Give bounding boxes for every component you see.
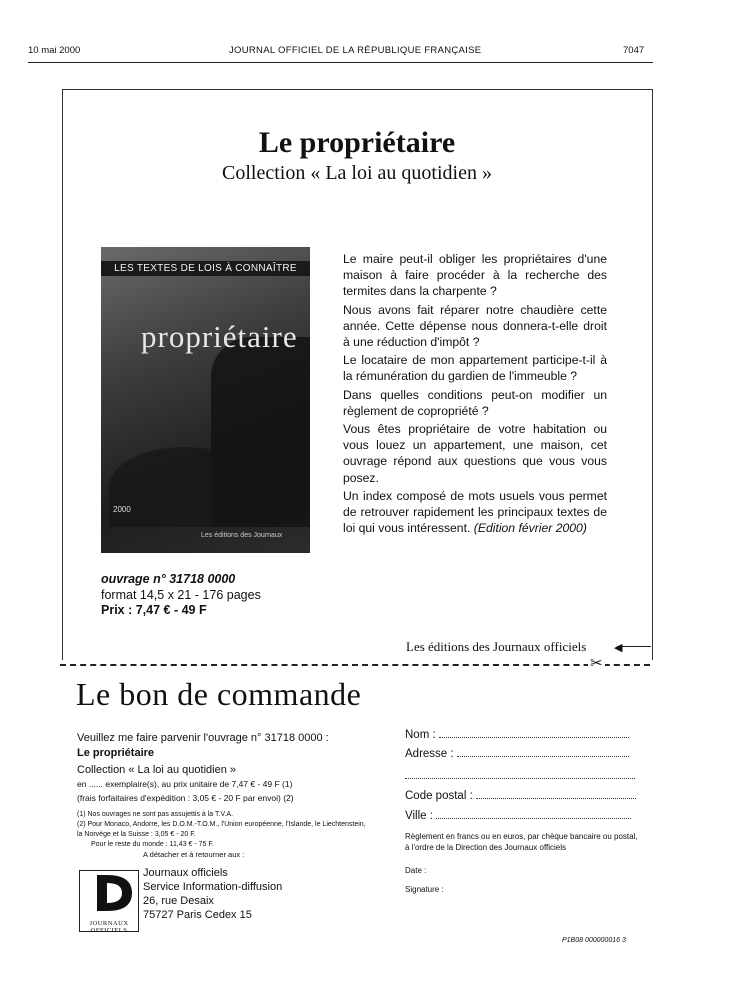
code-postal-label: Code postal : <box>405 790 473 802</box>
edition-note: (Edition février 2000) <box>473 521 587 536</box>
order-book-title: Le propriétaire <box>77 747 155 759</box>
book-cover-image <box>101 247 310 553</box>
book-collection: Collection « La loi au quotidien » <box>222 162 492 184</box>
logo-text-line-2: OFFICIELS <box>90 927 128 934</box>
order-shipping-line: (frais forfaitaires d'expédition : 3,05 € - 20 F par envoi) (2) <box>77 793 294 803</box>
logo-mark-icon <box>80 871 138 915</box>
adresse-input-line[interactable] <box>457 756 629 757</box>
ouvrage-number: ouvrage n° 31718 0000 <box>101 572 236 586</box>
payment-terms: Règlement en francs ou en euros, par chèque bancaire ou postal, à l'ordre de la Direction des Journaux officiels <box>405 832 638 852</box>
code-postal-input-line[interactable] <box>476 798 636 799</box>
description-index-text: Un index composé de mots usuels vous permet de retrouver rapidement les principaux textes de loi qui vous intéressent. <box>343 488 607 536</box>
return-address <box>143 866 282 922</box>
adresse-input-line-2[interactable] <box>405 766 635 779</box>
scissors-icon: ✂ <box>590 655 603 672</box>
book-format: format 14,5 x 21 - 176 pages <box>101 587 261 602</box>
header-rule <box>28 62 653 63</box>
detach-instruction: A détacher et à retourner aux : <box>143 850 245 859</box>
header-page-number: 7047 <box>623 45 645 56</box>
adresse-field[interactable] <box>405 748 629 760</box>
date-field[interactable]: Date : <box>405 866 427 875</box>
signature-field[interactable]: Signature : <box>405 885 444 894</box>
cover-title: propriétaire <box>141 319 298 354</box>
address-line: Journaux officiels <box>143 867 228 879</box>
book-description <box>343 251 607 538</box>
header-date: 10 mai 2000 <box>28 45 81 56</box>
address-line: 75727 Paris Cedex 15 <box>143 909 252 921</box>
book-price: Prix : 7,47 € - 49 F <box>101 603 207 617</box>
ville-label: Ville : <box>405 810 433 822</box>
order-footnote-1: (1) Nos ouvrages ne sont pas assujettis à la T.V.A. <box>77 811 234 818</box>
order-form-title: Le bon de commande <box>76 676 362 712</box>
nom-label: Nom : <box>405 729 436 741</box>
header-journal-title: JOURNAL OFFICIEL DE LA RÉPUBLIQUE FRANÇAISE <box>229 45 482 56</box>
order-footnote-2: (2) Pour Monaco, Andorre, les D.O.M.-T.O.M., l'Union européenne, l'Islande, le Liechtenstein, la Norvège et la Suisse : 3,05 € - 20 F. <box>77 821 366 838</box>
arrow-left-icon: ◀ <box>614 642 623 654</box>
order-footnote-3: Pour le reste du monde : 11,43 € - 75 F. <box>91 841 214 848</box>
publisher-line: Les éditions des Journaux officiels <box>406 639 587 654</box>
logo-text-line-1: JOURNAUX <box>89 920 129 927</box>
description-paragraph: Dans quelles conditions peut-on modifier un règlement de copropriété ? <box>343 387 607 418</box>
reference-code: P1B08 000000016 3 <box>562 937 626 944</box>
address-line: Service Information-diffusion <box>143 881 283 893</box>
order-intro: Veuillez me faire parvenir l'ouvrage n° 31718 0000 : <box>77 732 329 744</box>
nom-field[interactable] <box>405 729 629 741</box>
description-paragraph: Nous avons fait réparer notre chaudière cette année. Cette dépense nous donnera-t-elle droit à une réduction d'impôt ? <box>343 302 607 350</box>
cover-year: 2000 <box>113 505 131 514</box>
journaux-officiels-logo <box>79 870 139 932</box>
adresse-label: Adresse : <box>405 748 454 760</box>
book-details <box>101 572 261 619</box>
code-postal-field[interactable] <box>405 790 636 802</box>
order-left-column <box>77 731 377 850</box>
cut-line <box>60 664 650 666</box>
description-paragraph: Le maire peut-il obliger les propriétaires d'une maison à faire procéder à la recherche des termites dans la charpente ? <box>343 252 607 299</box>
description-paragraph <box>343 488 607 537</box>
description-paragraph: Vous êtes propriétaire de votre habitation ou vous louez un appartement, une maison, cet ouvrage répond aux questions que vous vous posez. <box>343 422 607 485</box>
address-line: 26, rue Desaix <box>143 895 214 907</box>
order-quantity-line[interactable]: en ...... exemplaire(s), au prix unitaire de 7,47 € - 49 F (1) <box>77 779 293 789</box>
ville-input-line[interactable] <box>436 818 631 819</box>
cover-shadow-shape <box>109 447 259 527</box>
cover-band-text: LES TEXTES DE LOIS À CONNAÎTRE <box>101 261 310 276</box>
adresse-extra-field[interactable] <box>405 766 635 779</box>
description-paragraph: Le locataire de mon appartement participe-t-il à la rémunération du gardien de l'immeuble ? <box>343 353 607 384</box>
ville-field[interactable] <box>405 810 631 822</box>
book-title: Le propriétaire <box>258 126 456 159</box>
nom-input-line[interactable] <box>439 737 629 738</box>
order-collection: Collection « La loi au quotidien » <box>77 764 237 776</box>
cover-publisher: Les éditions des Journaux <box>201 532 283 539</box>
